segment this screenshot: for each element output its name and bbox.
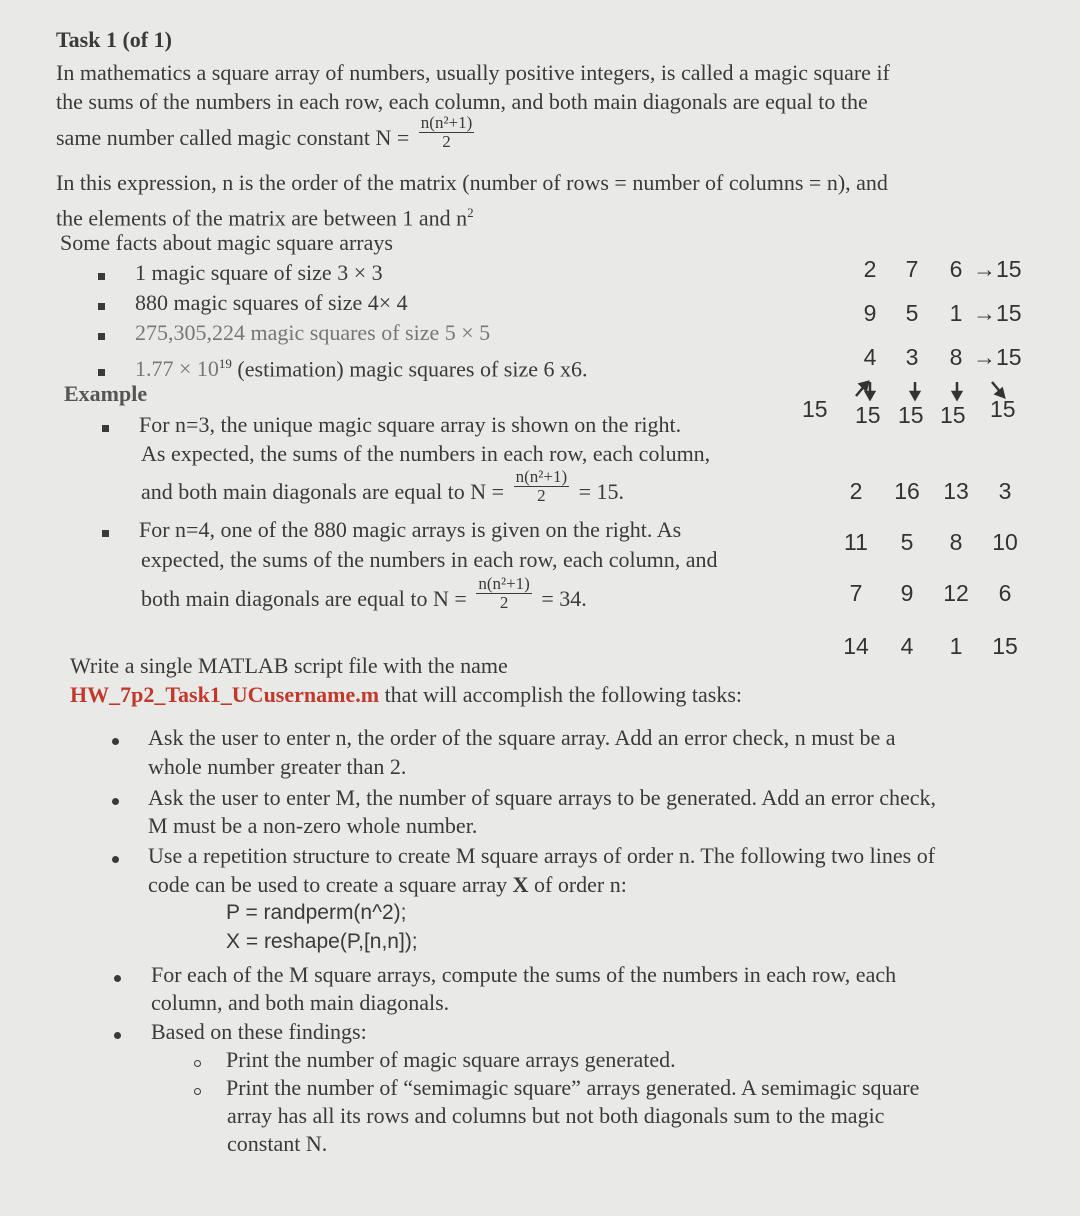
intro-line-5-sup: 2 [467,205,474,220]
col-arrow-head [953,392,961,399]
cell: 7 [905,256,919,282]
code-line-1: P = randperm(n^2); [226,901,407,924]
cell: 12 [943,580,969,606]
cell: 13 [943,478,969,504]
script-filename: HW_7p2_Task1_UCusername.m [70,682,380,707]
formula-numerator: n(n²+1) [478,574,530,594]
formula-numerator: n(n²+1) [515,467,568,487]
task-bullet-1-line-1 [112,724,896,752]
example-bullet-1-line-1 [102,411,681,439]
example-bullet-1-line-2: As expected, the sums of the numbers in each row, each column, [141,441,711,466]
example-bullet-2-line-3 [141,574,587,613]
facts-heading: Some facts about magic square arrays [60,230,393,255]
dot-bullet-icon [112,798,119,805]
square-bullet-icon [102,530,109,537]
cell: 8 [949,344,963,370]
example-bullet-1-line-3 [141,467,625,506]
task-bullet-2-line-2: M must be a non-zero whole number. [148,813,478,838]
task-text: code can be used to create a square array [148,872,513,897]
cell: 9 [900,580,914,606]
circle-bullet-icon [194,1088,201,1095]
cell: 5 [900,529,914,555]
intro-line-3-text: same number called magic constant N = [56,125,410,150]
example-text: and both main diagonals are equal to N = [141,479,505,504]
cell: 16 [894,478,920,504]
formula-denominator: 2 [537,486,546,506]
row-sum: →15 [973,300,1022,326]
task-bullet-4-line-2: column, and both main diagonals. [151,990,450,1015]
cell: 14 [843,633,869,659]
task-text: Ask the user to enter n, the order of the square array. Add an error check, n must be a [148,725,896,750]
example-heading: Example [64,381,148,406]
fact-item-1 [98,259,383,287]
fact-text: 275,305,224 magic squares of size 5 × 5 [135,320,491,345]
sub-bullet-2-line-3: constant N. [227,1131,328,1156]
example-bullet-2-line-1 [102,516,681,544]
fact-text: 880 magic squares of size 4× 4 [135,290,408,315]
intro-line-2: the sums of the numbers in each row, each column, and both main diagonals are equal to the [56,89,868,114]
task-text: For each of the M square arrays, compute the sums of the numbers in each row, each [151,962,897,987]
task-bullet-3-line-2 [148,871,627,899]
matrix-symbol: X [512,872,529,897]
intro-line-3 [56,113,478,152]
cell: 9 [863,300,877,326]
tasks-intro-line-1: Write a single MATLAB script file with the name [70,653,508,678]
fact-exponent: 19 [218,356,232,371]
task-bullet-5 [114,1018,367,1046]
code-line-2: X = reshape(P,[n,n]); [226,930,418,953]
sub-bullet-2-line-2: array has all its rows and columns but not both diagonals sum to the magic [227,1103,885,1128]
intro-line-1: In mathematics a square array of numbers, usually positive integers, is called a magic square if [56,60,890,85]
col-arrow-head [866,392,874,399]
example-bullet-2-line-2: expected, the sums of the numbers in each row, each column, and [141,547,718,572]
fact-text-tail: (estimation) magic squares of size 6 x6. [237,356,588,382]
formula-fraction [476,575,532,612]
fact-item-4 [98,350,588,383]
col-sum: 15 [940,402,966,428]
example-value: = 34. [541,586,587,611]
task-bullet-3-line-1 [112,842,935,870]
cell: 6 [998,580,1012,606]
diag-sum-left: 15 [802,396,828,422]
cell: 8 [949,529,963,555]
sub-task-text: Print the number of magic square arrays generated. [226,1047,676,1072]
square-bullet-icon [98,369,105,376]
dot-bullet-icon [112,738,119,745]
cell: 3 [998,478,1012,504]
cell: 1 [949,633,963,659]
circle-bullet-icon [194,1060,201,1067]
cell: 11 [844,529,868,555]
example-value: = 15. [578,479,625,504]
cell: 10 [992,529,1018,555]
cell: 4 [900,633,914,659]
task-text: of order n: [528,872,627,897]
cell: 3 [905,344,919,370]
sub-bullet-2-line-1 [194,1074,919,1102]
magic-constant-formula [419,114,475,151]
fact-text: 1.77 × 10 [135,356,219,382]
square-bullet-icon [98,303,105,310]
formula-numerator: n(n²+1) [420,113,473,133]
formula-denominator: 2 [442,132,451,152]
cell: 6 [949,256,963,282]
cell: 1 [949,300,963,326]
example-text: For n=4, one of the 880 magic arrays is given on the right. As [139,517,682,542]
dot-bullet-icon [114,1032,121,1039]
intro-line-4: In this expression, n is the order of the matrix (number of rows = number of columns = n), and [56,170,888,195]
fact-text: 1 magic square of size 3 × 3 [135,260,383,285]
cell: 2 [863,256,877,282]
col-sum: 15 [855,402,881,428]
col-arrow-head [911,392,919,399]
task-text: Use a repetition structure to create M square arrays of order n. The following two lines of [148,843,936,868]
fact-item-3 [98,319,490,347]
task-text: Based on these findings: [151,1019,367,1044]
row-sum: →15 [973,344,1022,370]
task-bullet-1-line-2: whole number greater than 2. [148,754,407,779]
square-bullet-icon [98,273,105,280]
formula-denominator: 2 [499,593,509,613]
sub-task-text: Print the number of “semimagic square” arrays generated. A semimagic square [226,1075,920,1100]
sub-bullet-1 [194,1046,676,1074]
example-text: For n=3, the unique magic square array is shown on the right. [139,412,682,437]
intro-line-5 [56,199,474,232]
cell: 15 [992,633,1018,659]
cell: 7 [849,580,863,606]
dot-bullet-icon [114,975,121,982]
tasks-intro-line-2 [70,681,742,709]
example-text: both main diagonals are equal to N = [141,586,467,611]
task-text: Ask the user to enter M, the number of square arrays to be generated. Add an error check, [148,785,937,810]
square-bullet-icon [102,425,109,432]
task-bullet-4-line-1 [114,961,896,989]
cell: 2 [849,478,863,504]
task-bullet-2-line-1 [112,784,936,812]
formula-fraction [514,468,570,505]
cell: 5 [905,300,919,326]
square-bullet-icon [98,333,105,340]
tasks-intro-text: that will accomplish the following tasks: [379,682,743,707]
diag-sum-right: 15 [990,396,1016,422]
cell: 4 [863,344,877,370]
fact-item-2 [98,289,408,317]
row-sum: →15 [973,256,1022,282]
col-sum: 15 [898,402,924,428]
task-title: Task 1 (of 1) [56,27,172,52]
dot-bullet-icon [112,856,119,863]
intro-line-5-text: the elements of the matrix are between 1 and n [56,205,468,231]
